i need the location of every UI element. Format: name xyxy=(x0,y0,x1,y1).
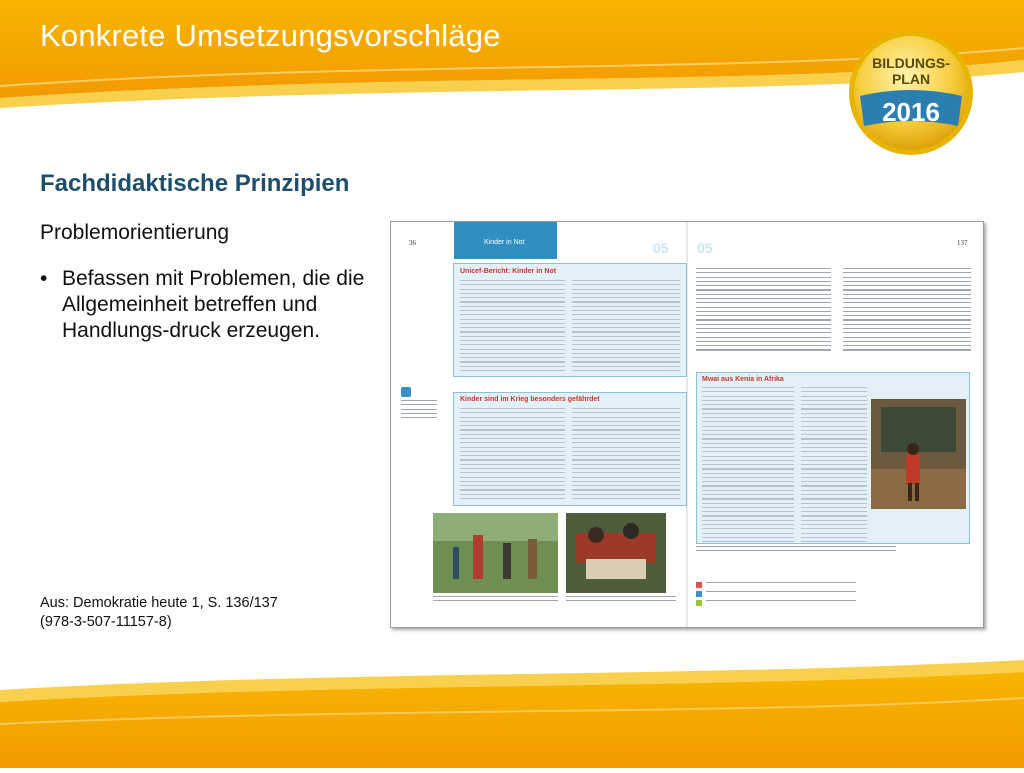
section-heading: Fachdidaktische Prinzipien xyxy=(40,170,350,197)
bullet-dot-icon: • xyxy=(40,267,48,290)
photo-girl-classroom xyxy=(871,399,966,509)
section-subheading: Problemorientierung xyxy=(40,221,230,244)
badge-line1: BILDUNGS- xyxy=(872,55,950,71)
children-war-title: Kinder sind im Krieg besonders gefährdet xyxy=(460,396,600,403)
unicef-report-box xyxy=(453,263,687,377)
textbook-page-image xyxy=(390,221,984,628)
mwai-text-col1 xyxy=(702,387,794,545)
footer-band xyxy=(0,660,1024,768)
unicef-report-text-right xyxy=(572,280,680,374)
legend-green-icon xyxy=(696,600,702,606)
badge-line2: PLAN xyxy=(891,71,931,87)
legend-blue-icon xyxy=(696,591,702,597)
mwai-kenia-title: Mwai aus Kenia in Afrika xyxy=(702,376,784,383)
bildungsplan-badge xyxy=(846,28,976,158)
right-page-text-col2 xyxy=(843,268,971,354)
source-citation xyxy=(40,594,278,632)
mwai-kenia-box xyxy=(696,372,970,544)
badge-year: 2016 xyxy=(882,97,940,127)
photo-caption-right xyxy=(566,596,676,605)
source-line-2: (978-3-507-11157-8) xyxy=(40,614,172,630)
children-war-text-left xyxy=(460,408,565,502)
unicef-report-text-left xyxy=(460,280,565,374)
chapter-number-mark: 05 xyxy=(653,240,669,256)
legend-red-icon xyxy=(696,582,702,588)
chapter-tab-label: Kinder in Not xyxy=(484,239,525,246)
photo-caption-left xyxy=(433,596,558,605)
right-page-number: 137 xyxy=(957,239,968,247)
chapter-number-mark-2: 05 xyxy=(697,240,713,256)
legend-text xyxy=(706,582,856,604)
margin-note-icon xyxy=(401,387,411,397)
bullet-text: Befassen mit Problemen, die die Allgemeinheit betreffen und Handlungs-druck erzeugen. xyxy=(62,267,365,342)
left-page-number: 36 xyxy=(409,239,416,247)
children-war-text-right xyxy=(572,408,680,502)
unicef-report-title: Unicef-Bericht: Kinder in Not xyxy=(460,268,557,275)
mwai-box-source xyxy=(696,546,896,555)
mwai-text-col2 xyxy=(801,387,867,545)
source-line-1: Aus: Demokratie heute 1, S. 136/137 xyxy=(40,595,278,611)
margin-note-text xyxy=(401,400,437,421)
right-page-text-col1 xyxy=(696,268,831,354)
children-war-box xyxy=(453,392,687,506)
photo-children-field xyxy=(433,513,558,593)
photo-soldiers xyxy=(566,513,666,593)
slide-title: Konkrete Umsetzungsvorschläge xyxy=(40,18,501,53)
